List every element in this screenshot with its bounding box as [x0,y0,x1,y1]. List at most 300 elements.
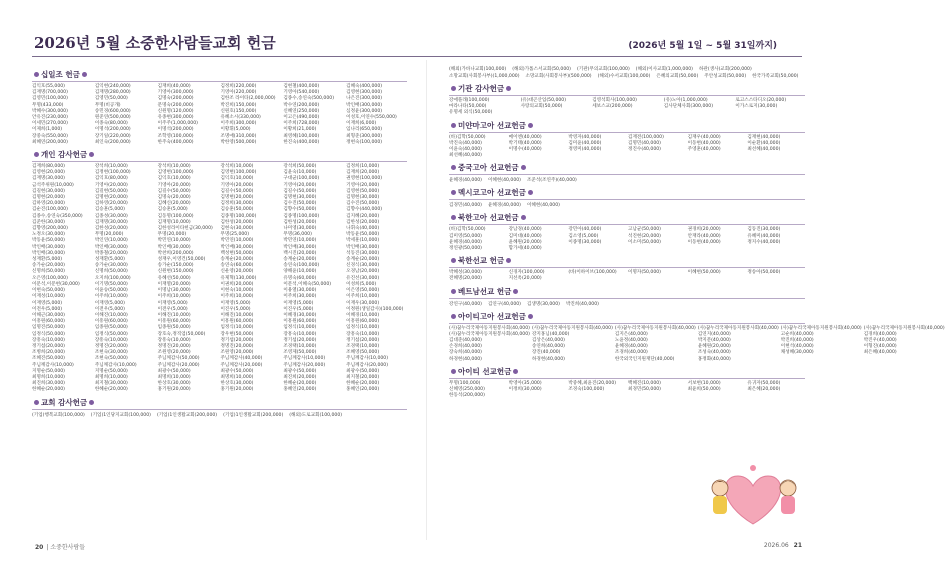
donor-entry: 이진우(5,000) [283,306,314,312]
donor-entry: 신혜영(250,000) [449,387,485,393]
donor-entry: 정연광(50,000) [449,246,482,252]
donor-entry: 이명수(40,000) [508,147,542,153]
donor-entry: 박기태(40,000) [508,140,542,146]
donor-entry: 김경희(40,000) [863,331,897,337]
donor-entry: 지선옥(20,000) [508,276,542,282]
donor-entry: 은혜의교회(50,000) [656,74,699,79]
donor-entry: 이주희(10,000) [220,294,254,300]
donor-entry: 김재희(80,000) [32,164,65,170]
donor-entry: 기영아(20,000) [94,182,128,188]
donor-entry: 노윤정(40,000) [614,338,648,344]
page-title: 2026년 5월 소중한사람들교회 헌금 [34,34,276,52]
bullet-icon [521,165,526,170]
donor-entry: 강남경(40,000) [508,227,542,233]
donor-entry: 손경희(40,000) [449,344,482,350]
bullet-icon [89,152,94,157]
donor-entry: 이해진(10,000) [157,312,191,318]
donor-entry: (사)꿈누리국제아동지원봉사회(40,000) [449,325,530,331]
donor-entry: 이용열(30,000) [283,288,317,294]
donor-entry: 한주숙(400,000) [157,139,194,145]
donor-entry: 이정원(생일감사)(100,000) [346,306,404,312]
donor-entry: 윤혜원(20,000) [697,344,731,350]
section-heading [32,397,407,408]
top-strip [0,0,835,20]
donor-entry: 주님께감사(40,000) [220,356,263,362]
donor-entry: 조혜진(50,000) [32,356,65,362]
donor-entry: 조성숙(40,000) [697,350,731,356]
donor-entry: 임종원(50,000) [94,325,128,331]
donor-entry: 유혜소시(330,000) [220,115,261,121]
donor-entry: 전혜명(20,000) [449,276,482,282]
donor-entry: 정영미(40,000) [568,147,602,153]
donor-entry: 조경희(40,000) [614,350,648,356]
donor-entry: 금석주위원(10,000) [32,182,74,188]
donor-entry: (사)꿈누리국제아동지원봉사회(40,000) [697,325,779,331]
donor-entry: 신명희(50,000) [94,269,128,275]
donor-entry: 김종수,송연숙(350,000) [32,213,83,219]
footer-left: 20 | 소중한사람들 [35,544,86,551]
donor-entry: 장흥숙(10,000) [32,337,65,343]
donor-entry: 소망교회(사회봉사부)(500,000) [525,74,592,79]
donor-entry: 이형진(40,000) [863,344,897,350]
offering-section [32,149,407,394]
donor-entry: 백성현(50,000) [220,250,254,256]
donor-entry: 김익현(240,000) [94,84,131,89]
donor-entry: 윤혜경(40,000) [487,203,521,209]
donor-entry: 박진희(40,000) [780,338,814,344]
donor-entry: 이혜현(40,000) [526,203,560,209]
donor-entry: 김익호(10,000) [220,176,254,182]
donor-entry: 김영현(100,000) [157,170,194,176]
donor-entry: 장기일(220,000) [94,133,131,139]
donor-entry: 문명숙(200,000) [157,102,194,108]
donor-entry: 김상은(40,000) [531,338,565,344]
donor-entry: 유진선(30,000) [346,275,380,281]
donor-entry: 기영아(220,000) [220,90,257,96]
donor-entry: 김재명(700,000) [32,90,68,96]
donor-entry: 강민아(40,000) [568,227,602,233]
donor-entry: 무명(20,000) [94,232,124,238]
donor-entry: 이종숙(80,000) [94,121,128,127]
child-right-head [780,480,796,496]
donor-entry: 최진희(20,000) [283,374,317,380]
donor-entry: 박인배(30,000) [94,244,128,250]
donor-entry: 이주주(1,000,000) [157,121,198,127]
donor-entry: 이문석,이혜숙(50,000) [283,281,332,287]
donor-entry: 구대균(100,000) [283,176,320,182]
donor-entry: 이재열(20,000) [157,281,191,287]
donor-entry: 김미영(50,000) [449,233,482,239]
donor-entry: 박인배(30,000) [32,244,65,250]
bullet-icon [521,215,526,220]
donor-entry: 김정희(220,000) [220,84,257,89]
donor-entry: (유)대곤산업(50,000) [520,98,567,103]
donor-entry: 박인연(10,000) [94,238,128,244]
donor-list [449,177,805,184]
donor-entry: (해외)가톨스서교회(50,000) [512,67,571,72]
donor-entry: 무명(100,000) [449,380,481,386]
donor-entry: 조학영(100,000) [157,133,194,139]
bullet-icon [513,289,518,294]
donor-entry: 최명희(10,000) [32,374,65,380]
donor-entry: 장흥숙(10,000) [346,331,380,337]
donor-entry: 임종원(50,000) [157,325,191,331]
donor-entry: 김한조 라이타(2,000,000) [220,96,276,102]
section-heading-text: 북한선교 헌금 [458,256,505,266]
donor-entry: 무명(36,000) [283,232,312,238]
donor-entry: 한국외국인지원재단(40,000) [614,356,675,362]
donor-entry: 이재영(5,000) [157,300,188,306]
donor-entry: 박진희(40,000) [565,301,599,307]
donor-entry: 김정희(10,000) [346,164,380,170]
donor-entry: 김명현(30,000) [346,195,380,201]
donor-entry: 정기섭(20,000) [283,337,317,343]
bullet-icon [528,190,533,195]
donor-entry: 이혜경(10,000) [346,312,380,318]
period-label: (2026년 5월 1일 ~ 5월 31일까지) [628,41,777,51]
donor-entry: 강석희(10,000) [220,164,254,170]
donor-entry: 김정현(100,000) [94,170,131,176]
donor-entry: 이황희(21,000) [283,127,317,133]
donor-entry: 무명(25,000) [220,232,250,238]
donor-entry: 김익호(55,000) [32,84,65,89]
donor-entry: 박인배(300,000) [346,102,383,108]
donor-entry: 신원명(120,000) [157,108,194,114]
left-column [32,66,407,536]
donor-entry: 최은혜(40,000) [863,350,897,356]
donor-entry: 윤혜경(40,000) [614,344,648,350]
donor-entry: 한혜순(20,000) [346,381,380,387]
donor-entry: 최선혜(40,000) [747,147,781,153]
donor-entry: 이은영(50,000) [346,288,380,294]
donor-entry: 고순희(40,000) [780,331,814,337]
donor-entry: 오지희(100,000) [94,275,131,281]
donor-entry: 이흥원(60,000) [157,319,191,325]
donor-entry: 유종현(300,000) [157,115,194,121]
donor-entry: 김생명(30,000) [526,301,560,307]
donor-entry: 박지문(40,000) [697,338,731,344]
donor-entry: 김영민(100,000) [32,96,68,102]
donor-entry: 이전우(5,000) [157,306,188,312]
donor-entry: 박인배(30,000) [346,244,380,250]
donor-entry: (유)노아(1,000,000) [663,98,708,103]
donor-entry: 신혜연(250,000) [283,108,320,114]
donor-entry: 김익호(10,000) [157,176,191,182]
donor-entry: 송연숙(60,000) [220,263,254,269]
section-heading-text: 아이티고아 선교헌금 [458,311,526,321]
donor-entry: 김현숙(30,000) [220,226,254,232]
donor-entry: 이윤숙(40,000) [449,147,482,153]
section-heading [32,69,407,80]
donor-entry: 김재명(30,000) [94,219,128,225]
bullet-icon [451,215,456,220]
bullet-icon [451,165,456,170]
donor-entry: 석진현(20,000) [628,233,661,239]
donor-entry: 나미영(30,000) [283,226,317,232]
donor-entry: 김혜숙(400,000) [346,84,383,89]
donor-entry: 최영혜(100,000) [283,133,320,139]
section-rule [449,378,805,379]
donor-entry: 송민경(600,000) [94,108,131,114]
donor-entry: 김명현(30,000) [283,195,317,201]
donor-entry: 김연구(40,000) [487,301,521,307]
donor-entry: 강연구(40,000) [449,301,482,307]
donor-entry: 세보스교(200,000) [592,104,633,110]
donor-entry: 이소미(50,000) [628,239,661,245]
donor-entry: 임명진(50,000) [32,325,65,331]
donor-entry: 김정희(30,000) [220,201,254,207]
donor-entry: 성재우,이영건(50,000) [157,257,206,263]
section-heading [449,120,805,131]
offering-section [449,311,945,363]
donor-entry: 무명(433,000) [32,102,64,108]
section-rule [449,95,805,96]
donor-entry: 마라나타(50,000) [449,104,487,110]
donor-entry: 최혜연(200,000) [32,139,68,145]
donor-entry: 김명민(40,000) [628,140,661,146]
section-rule [449,224,805,225]
donor-entry: 이주희(10,000) [94,294,128,300]
donor-entry: 김경민(40,000) [449,203,482,209]
donor-entry: 임정식(50,000) [32,331,65,337]
donor-entry: 이현숙(10,000) [220,288,254,294]
donor-entry: 정송아(50,000) [747,270,781,276]
donor-entry: 김미윤(40,000) [568,140,602,146]
donor-entry: 임정식(50,000) [94,331,128,337]
donor-entry: 김재희(20,000) [346,170,380,176]
donor-entry: 장우현(50,000) [220,331,254,337]
donor-entry: 김재명(30,000) [32,176,65,182]
footer-right-date: 2026.06 [763,542,789,549]
donor-entry: 사랑의교회(50,000) [520,104,563,110]
donor-entry: 서보현(10,000) [687,380,721,386]
offering-section [449,286,805,308]
donor-entry: 이문석,이문현(30,000) [32,281,80,287]
donor-entry: 김종수,송연숙(500,000) [283,96,334,102]
bullet-icon [89,400,94,405]
donor-entry: 장흥숙(10,000) [283,331,317,337]
donor-entry: 주님께감사(20,000) [283,362,326,368]
donor-entry: 홍기원(20,000) [157,387,191,393]
section-heading [32,149,407,160]
donor-entry: 지명순(50,000) [32,368,65,374]
donor-entry: 양해윤(10,000) [283,269,317,275]
donor-entry: 이고은(490,000) [283,115,320,121]
donor-entry: 홍혜인(20,000) [283,387,317,393]
donor-entry: 최진희(30,000) [32,381,65,387]
donor-entry: 이주희(10,000) [346,294,380,300]
section-heading-text: 북한고아 선교헌금 [458,213,519,223]
donor-entry: 무명(비공개) [94,102,121,108]
donor-list [449,301,805,308]
donor-entry: 안재라(40,000) [687,233,721,239]
donor-entry: 주님께감사(50,000) [157,356,200,362]
donor-entry: 이혜현(40,000) [487,178,521,184]
donor-entry: 김재현(40,000) [747,134,781,140]
donor-entry: 김종명(100,000) [220,213,257,219]
offering-section [449,162,805,184]
donor-entry: 채성혜(30,000) [780,350,814,356]
donor-entry: 이재우(30,000) [346,300,380,306]
donor-entry: 박진우(40,000) [863,338,897,344]
donor-entry: 김영민(50,000) [94,96,128,102]
section-heading-text: 교회 감사헌금 [41,397,88,407]
donor-entry: 김지혜(20,000) [346,213,380,219]
donor-entry: 정명진(20,000) [157,343,191,349]
donor-entry: 박수연(200,000) [283,102,320,108]
section-heading [449,83,805,94]
donor-entry: 최광수(50,000) [346,368,380,374]
donor-entry: 이주희(300,000) [220,121,257,127]
section-heading [449,311,805,322]
section-heading [449,286,805,297]
donor-entry: 박영아(35,000) [508,380,542,386]
donor-entry: 장중숙(550,000) [32,133,68,139]
bullet-icon [506,258,511,263]
donor-entry: 김순진(100,000) [32,207,68,213]
offering-section [32,69,407,146]
donor-entry: (해외)도로교회(100,000) [289,412,343,418]
donor-entry: 이주희(30,000) [283,294,317,300]
donor-entry: 유명세 외식(50,000) [449,110,493,116]
donor-entry: 이정희(30,000) [508,387,542,393]
donor-entry: 김영현(20,000) [32,170,65,176]
donor-entry: 박한영(500,000) [220,139,257,145]
donor-entry: 원준연(500,000) [94,115,131,121]
offering-section [449,187,805,209]
donor-entry: 이명남(30,000) [157,288,191,294]
child-left-body [713,496,727,514]
donor-entry: 조병희(20,000) [32,350,65,356]
donor-entry: 박진희(150,000) [220,102,257,108]
donor-grid [32,164,407,394]
donor-entry: (사)꿈누리국제아동지원봉사회(40,000) [863,325,945,331]
donor-entry: 김혜신(20,000) [157,201,191,207]
donor-entry: 김향수(50,000) [283,207,317,213]
donor-entry: 정기섭(20,000) [346,337,380,343]
donor-entry: 하관(생사)교회(200,000) [698,67,752,72]
donor-entry: 기영아(20,000) [346,182,380,188]
donor-entry: 이종명(30,000) [568,239,602,245]
donor-entry: 김연지(40,000) [697,331,731,337]
section-heading-text: 베트남선교 헌금 [458,286,512,296]
donor-entry: 신경자(100,000) [508,270,545,276]
donor-entry: 조영제(50,000) [283,350,317,356]
title-rule [32,56,802,57]
donor-entry: 김재전(100,000) [628,134,664,140]
donor-entry: 윤혜경(40,000) [449,239,482,245]
section-rule [449,174,805,175]
bullet-icon [82,72,87,77]
donor-entry: 송계순(20,000) [283,257,317,263]
offering-section [449,255,805,282]
donor-entry: 최형준(300,000) [346,133,383,139]
donor-entry: 최광수(50,000) [283,368,317,374]
donor-entry: 박인배(30,000) [283,244,317,250]
donor-entry: (사)꿈누리국제아동지원봉사회(40,000) [449,331,530,337]
donor-entry: 유명숙(60,000) [283,275,317,281]
bullet-icon [34,72,39,77]
donor-entry: 기영아(540,000) [283,90,320,96]
donor-entry: 소망교회(사회봉사부)(1,000,000) [449,74,520,79]
donor-entry: 조경택(10,000) [283,343,317,349]
donor-grid [449,227,805,252]
donor-entry: 조경숙(100,000) [568,387,605,393]
donor-entry: 김영현(300,000) [346,90,383,96]
donor-entry: 함가세(40,000) [508,246,542,252]
donor-entry: 이제희(1,000) [32,127,63,133]
donor-entry: 임정식(10,000) [283,325,317,331]
donor-entry: 김명숙(200,000) [157,96,194,102]
donor-entry: 박중혜,최윤진(20,000) [568,380,617,386]
donor-list [32,412,407,419]
donor-entry: 이흥원(60,000) [283,319,317,325]
donor-entry: 김하영(20,000) [32,201,65,207]
donor-entry: 주님께감사(10,000) [346,356,389,362]
donor-entry: (해외)이사교회(1,000,000) [635,67,693,72]
donor-entry: 신경식(30,000) [346,263,380,269]
donor-entry: 오경남(20,000) [346,269,380,275]
donor-entry: 김윤숙(10,000) [283,170,317,176]
donor-entry: 신운영(20,000) [220,269,254,275]
donor-entry: 임정식(10,000) [346,325,380,331]
donor-entry: (사)꿈누리국제아동지원봉사회(40,000) [614,325,696,331]
section-heading [449,162,805,173]
donor-entry: 이진우(5,000) [220,306,251,312]
donor-entry: 김한성(20,000) [94,226,128,232]
donor-entry: 김대준(40,000) [449,338,482,344]
donor-entry: 최은혜(20,000) [747,387,781,393]
section-rule [449,298,805,299]
donor-entry: (바)이하이브(100,000) [568,270,617,276]
bullet-icon [34,400,39,405]
section-rule [32,409,407,410]
donor-entry: 송계순(20,000) [346,257,380,263]
church-offering-continued [449,66,805,80]
donor-entry: 이재희(6,000) [346,121,377,127]
donor-entry: 한국가족교회(50,000) [752,74,799,79]
donor-entry: 김명숙(20,000) [157,195,191,201]
donor-entry: 장숙희(40,000) [449,350,482,356]
donor-entry: 이재영(5,000) [32,300,63,306]
donor-entry: 송가순(150,000) [157,263,194,269]
donor-entry: 최지철(20,000) [346,374,380,380]
donor-entry: 박민연(10,000) [220,238,254,244]
footer-right-page: 21 [793,542,802,549]
donor-entry: 이흥원(60,000) [94,319,128,325]
donor-entry: 정현숙(100,000) [346,139,383,145]
donor-entry: 박인배(30,000) [32,250,65,256]
donor-entry: 한혜순(20,000) [94,387,128,393]
offering-section [449,366,805,400]
donor-entry: 김명현(20,000) [32,195,65,201]
donor-entry: 김승훈(5,000) [94,207,125,213]
bullet-icon [451,314,456,319]
donor-entry: 김한성(20,000) [220,219,254,225]
donor-entry: 김종명(100,000) [283,213,320,219]
donor-entry: 김길수(50,000) [157,188,191,194]
donor-entry: 이혜현(50,000) [687,270,721,276]
section-heading-text: 십일조 헌금 [41,70,80,79]
donor-entry: 김미대(40,000) [508,233,542,239]
donor-entry: 주님께감사(20,000) [220,362,263,368]
donor-entry: 이주희(728,000) [283,121,320,127]
donor-entry: 김지은(40,000) [614,331,648,337]
section-heading-text: 개인 감사헌금 [41,150,88,160]
donor-entry: 박민연(10,000) [283,238,317,244]
donor-grid [449,270,805,282]
donor-entry: 기영아(20,000) [157,182,191,188]
